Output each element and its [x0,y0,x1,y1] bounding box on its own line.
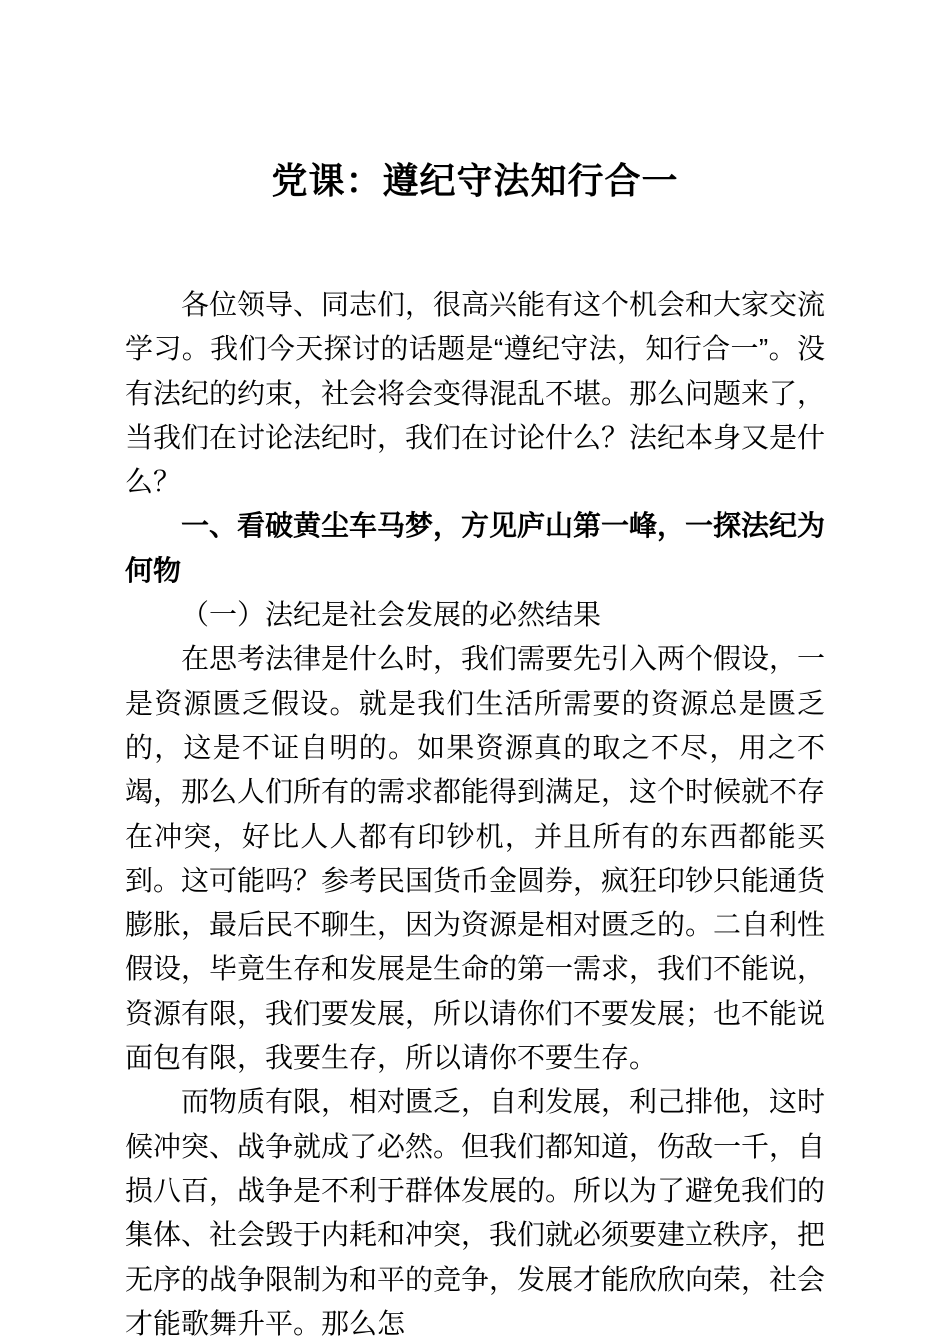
body-paragraph-2: 在思考法律是什么时，我们需要先引入两个假设，一是资源匮乏假设。就是我们生活所需要的资源总是匮乏的，这是不证自明的。如果资源真的取之不尽，用之不竭，那么人们所有的需求都能得到满足，这个时候就不存在冲突，好比人人都有印钞机，并且所有的东西都能买到。这可能吗？参考民国货币金圆券，疯狂印钞只能通货膨胀，最后民不聊生，因为资源是相对匮乏的。二自利性假设，毕竟生存和发展是生命的第一需求，我们不能说，资源有限，我们要发展，所以请你们不要发展；也不能说面包有限，我要生存，所以请你不要生存。 [125,643,826,1074]
body-paragraph-1: 各位领导、同志们，很高兴能有这个机会和大家交流学习。我们今天探讨的话题是“遵纪守法，知行合一”。没有法纪的约束，社会将会变得混乱不堪。那么问题来了，当我们在讨论法纪时，我们在讨论什么？法纪本身又是什么？ [125,289,826,498]
subsection-heading-1-1: （一）法纪是社会发展的必然结果 [181,599,602,631]
body-paragraph-3: 而物质有限，相对匮乏，自利发展，利己排他，这时候冲突、战争就成了必然。但我们都知道，伤敌一千，自损八百，战争是不利于群体发展的。所以为了避免我们的集体、社会毁于内耗和冲突，我们就必须要建立秩序，把无序的战争限制为和平的竞争，发展才能欣欣向荣，社会才能歌舞升平。那么怎 [125,1086,826,1339]
document-title: 党课：遵纪守法知行合一 [271,160,679,201]
section-heading-1: 一、看破黄尘车马梦，方见庐山第一峰，一探法纪为何物 [125,510,826,586]
